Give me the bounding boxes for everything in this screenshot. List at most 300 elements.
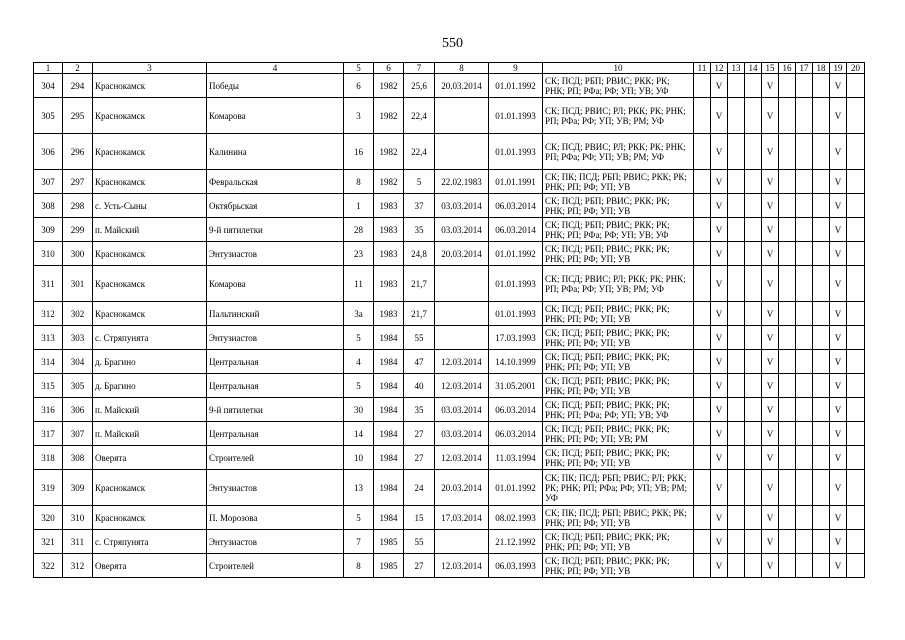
date1-cell	[435, 530, 489, 554]
mark-cell-14	[745, 554, 762, 578]
mark-cell-11	[694, 98, 711, 134]
mark-cell-14	[745, 98, 762, 134]
year-cell: 1983	[374, 218, 404, 242]
mark-cell-12: V	[711, 374, 728, 398]
equipment-cell: СК; ПСД; РБП; РВИС; РКК; РК; РНК; РП; РФа; РФ; УП; УВ; УФ	[543, 398, 694, 422]
mark-cell-20	[847, 170, 865, 194]
row-number: 306	[34, 134, 63, 170]
house-cell: 11	[344, 266, 374, 302]
settlement-cell: Краснокамск	[93, 242, 207, 266]
object-number: 310	[63, 506, 93, 530]
mark-cell-20	[847, 98, 865, 134]
date1-cell: 12.03.2014	[435, 446, 489, 470]
table-row	[34, 506, 865, 530]
equipment-cell: СК; ПСД; РБП; РВИС; РКК; РК; РНК; РП; РФ; УП; УВ	[543, 374, 694, 398]
mark-cell-17	[796, 446, 813, 470]
settlement-cell: Оверята	[93, 554, 207, 578]
mark-cell-15: V	[762, 374, 779, 398]
house-cell: 3	[344, 98, 374, 134]
object-number: 303	[63, 326, 93, 350]
mark-cell-14	[745, 74, 762, 98]
mark-cell-11	[694, 398, 711, 422]
table-row	[34, 170, 865, 194]
equipment-cell: СК; ПСД; РВИС; РЛ; РКК; РК; РНК; РП; РФа; РФ; УП; УВ; РМ; УФ	[543, 266, 694, 302]
mark-cell-13	[728, 242, 745, 266]
mark-cell-11	[694, 350, 711, 374]
year-cell: 1984	[374, 422, 404, 446]
mark-cell-11	[694, 530, 711, 554]
area-cell: 27	[404, 422, 435, 446]
column-number-13: 13	[728, 63, 745, 74]
mark-cell-17	[796, 554, 813, 578]
mark-cell-13	[728, 350, 745, 374]
mark-cell-12: V	[711, 302, 728, 326]
mark-cell-12: V	[711, 218, 728, 242]
column-number-18: 18	[813, 63, 830, 74]
area-cell: 27	[404, 554, 435, 578]
row-number: 317	[34, 422, 63, 446]
mark-cell-12: V	[711, 554, 728, 578]
column-number-4: 4	[207, 63, 344, 74]
mark-cell-17	[796, 398, 813, 422]
mark-cell-16	[779, 470, 796, 506]
mark-cell-15: V	[762, 470, 779, 506]
house-cell: 6	[344, 74, 374, 98]
mark-cell-19: V	[830, 470, 847, 506]
mark-cell-14	[745, 398, 762, 422]
row-number: 310	[34, 242, 63, 266]
mark-cell-20	[847, 218, 865, 242]
mark-cell-20	[847, 194, 865, 218]
date2-cell: 06.03.2014	[489, 422, 543, 446]
table-row	[34, 530, 865, 554]
column-number-11: 11	[694, 63, 711, 74]
date1-cell: 17.03.2014	[435, 506, 489, 530]
equipment-cell: СК; ПСД; РБП; РВИС; РКК; РК; РНК; РП; РФ; УП; УВ	[543, 326, 694, 350]
area-cell: 25,6	[404, 74, 435, 98]
settlement-cell: с. Усть-Сыны	[93, 194, 207, 218]
object-number: 294	[63, 74, 93, 98]
settlement-cell: с. Стряпунята	[93, 530, 207, 554]
area-cell: 24	[404, 470, 435, 506]
row-number: 304	[34, 74, 63, 98]
date1-cell: 12.03.2014	[435, 350, 489, 374]
mark-cell-14	[745, 242, 762, 266]
mark-cell-20	[847, 326, 865, 350]
house-cell: 7	[344, 530, 374, 554]
equipment-cell: СК; ПСД; РБП; РВИС; РКК; РК; РНК; РП; РФ; УП; УВ	[543, 554, 694, 578]
mark-cell-14	[745, 374, 762, 398]
mark-cell-17	[796, 530, 813, 554]
mark-cell-14	[745, 350, 762, 374]
table-row	[34, 554, 865, 578]
object-number: 306	[63, 398, 93, 422]
date1-cell: 12.03.2014	[435, 374, 489, 398]
date1-cell: 03.03.2014	[435, 398, 489, 422]
mark-cell-15: V	[762, 530, 779, 554]
mark-cell-14	[745, 134, 762, 170]
mark-cell-19: V	[830, 446, 847, 470]
object-number: 299	[63, 218, 93, 242]
street-cell: Центральная	[207, 350, 344, 374]
mark-cell-19: V	[830, 302, 847, 326]
street-cell: Комарова	[207, 266, 344, 302]
mark-cell-19: V	[830, 326, 847, 350]
mark-cell-17	[796, 218, 813, 242]
settlement-cell: с. Стряпунята	[93, 326, 207, 350]
row-number: 305	[34, 98, 63, 134]
mark-cell-12: V	[711, 398, 728, 422]
column-number-15: 15	[762, 63, 779, 74]
table-row	[34, 446, 865, 470]
mark-cell-16	[779, 134, 796, 170]
object-number: 307	[63, 422, 93, 446]
mark-cell-19: V	[830, 134, 847, 170]
equipment-cell: СК; ПСД; РБП; РВИС; РКК; РК; РНК; РП; РФа; РФ; УП; УВ; УФ	[543, 74, 694, 98]
mark-cell-12: V	[711, 470, 728, 506]
mark-cell-18	[813, 398, 830, 422]
year-cell: 1983	[374, 242, 404, 266]
mark-cell-14	[745, 266, 762, 302]
year-cell: 1983	[374, 266, 404, 302]
column-number-19: 19	[830, 63, 847, 74]
mark-cell-17	[796, 134, 813, 170]
object-number: 300	[63, 242, 93, 266]
area-cell: 5	[404, 170, 435, 194]
row-number: 307	[34, 170, 63, 194]
year-cell: 1985	[374, 530, 404, 554]
row-number: 313	[34, 326, 63, 350]
mark-cell-18	[813, 506, 830, 530]
street-cell: 9-й пятилетки	[207, 218, 344, 242]
house-cell: 28	[344, 218, 374, 242]
mark-cell-16	[779, 218, 796, 242]
area-cell: 35	[404, 218, 435, 242]
table-row	[34, 134, 865, 170]
row-number: 311	[34, 266, 63, 302]
street-cell: Энтузиастов	[207, 242, 344, 266]
mark-cell-19: V	[830, 374, 847, 398]
mark-cell-16	[779, 446, 796, 470]
mark-cell-13	[728, 374, 745, 398]
date2-cell: 01.01.1992	[489, 242, 543, 266]
date2-cell: 06.03.1993	[489, 554, 543, 578]
date2-cell: 01.01.1991	[489, 170, 543, 194]
mark-cell-14	[745, 218, 762, 242]
mark-cell-13	[728, 170, 745, 194]
mark-cell-19: V	[830, 170, 847, 194]
settlement-cell: Оверята	[93, 446, 207, 470]
mark-cell-15: V	[762, 218, 779, 242]
year-cell: 1984	[374, 398, 404, 422]
column-number-row	[34, 63, 865, 74]
column-number-20: 20	[847, 63, 865, 74]
mark-cell-12: V	[711, 530, 728, 554]
mark-cell-18	[813, 242, 830, 266]
mark-cell-16	[779, 350, 796, 374]
mark-cell-19: V	[830, 398, 847, 422]
mark-cell-13	[728, 446, 745, 470]
date2-cell: 01.01.1993	[489, 134, 543, 170]
row-number: 318	[34, 446, 63, 470]
year-cell: 1982	[374, 74, 404, 98]
settlement-cell: Краснокамск	[93, 74, 207, 98]
house-cell: 5	[344, 506, 374, 530]
date1-cell: 03.03.2014	[435, 194, 489, 218]
street-cell: Октябрьская	[207, 194, 344, 218]
mark-cell-16	[779, 326, 796, 350]
mark-cell-16	[779, 242, 796, 266]
settlement-cell: Краснокамск	[93, 266, 207, 302]
mark-cell-13	[728, 134, 745, 170]
date1-cell	[435, 326, 489, 350]
mark-cell-18	[813, 326, 830, 350]
mark-cell-14	[745, 530, 762, 554]
date2-cell: 31.05.2001	[489, 374, 543, 398]
equipment-cell: СК; ПСД; РБП; РВИС; РКК; РК; РНК; РП; РФ; УП; УВ	[543, 350, 694, 374]
equipment-cell: СК; ПСД; РБП; РВИС; РКК; РК; РНК; РП; РФ; УП; УВ	[543, 302, 694, 326]
mark-cell-18	[813, 530, 830, 554]
street-cell: Пальтинский	[207, 302, 344, 326]
mark-cell-11	[694, 74, 711, 98]
mark-cell-14	[745, 170, 762, 194]
mark-cell-16	[779, 374, 796, 398]
object-number: 308	[63, 446, 93, 470]
equipment-cell: СК; ПСД; РБП; РВИС; РКК; РК; РНК; РП; РФ; УП; УВ; РМ	[543, 422, 694, 446]
mark-cell-11	[694, 218, 711, 242]
mark-cell-16	[779, 398, 796, 422]
year-cell: 1982	[374, 134, 404, 170]
house-cell: 4	[344, 350, 374, 374]
mark-cell-15: V	[762, 242, 779, 266]
mark-cell-11	[694, 266, 711, 302]
row-number: 312	[34, 302, 63, 326]
mark-cell-17	[796, 470, 813, 506]
mark-cell-20	[847, 350, 865, 374]
mark-cell-14	[745, 422, 762, 446]
settlement-cell: Краснокамск	[93, 98, 207, 134]
mark-cell-17	[796, 242, 813, 266]
mark-cell-15: V	[762, 134, 779, 170]
mark-cell-19: V	[830, 242, 847, 266]
row-number: 321	[34, 530, 63, 554]
house-cell: 10	[344, 446, 374, 470]
mark-cell-13	[728, 266, 745, 302]
mark-cell-20	[847, 398, 865, 422]
settlement-cell: п. Майский	[93, 218, 207, 242]
area-cell: 15	[404, 506, 435, 530]
column-number-8: 8	[435, 63, 489, 74]
year-cell: 1982	[374, 170, 404, 194]
mark-cell-15: V	[762, 326, 779, 350]
mark-cell-20	[847, 266, 865, 302]
date1-cell: 20.03.2014	[435, 242, 489, 266]
date2-cell: 01.01.1992	[489, 74, 543, 98]
date2-cell: 17.03.1993	[489, 326, 543, 350]
settlement-cell: п. Майский	[93, 398, 207, 422]
area-cell: 35	[404, 398, 435, 422]
date1-cell: 20.03.2014	[435, 74, 489, 98]
date1-cell	[435, 134, 489, 170]
year-cell: 1984	[374, 374, 404, 398]
table-row	[34, 374, 865, 398]
table-row	[34, 266, 865, 302]
street-cell: Энтузиастов	[207, 326, 344, 350]
mark-cell-15: V	[762, 446, 779, 470]
table-row	[34, 302, 865, 326]
mark-cell-17	[796, 374, 813, 398]
year-cell: 1985	[374, 554, 404, 578]
mark-cell-19: V	[830, 98, 847, 134]
street-cell: Центральная	[207, 422, 344, 446]
row-number: 316	[34, 398, 63, 422]
mark-cell-17	[796, 506, 813, 530]
mark-cell-20	[847, 554, 865, 578]
year-cell: 1983	[374, 194, 404, 218]
mark-cell-15: V	[762, 266, 779, 302]
year-cell: 1982	[374, 98, 404, 134]
object-number: 305	[63, 374, 93, 398]
mark-cell-19: V	[830, 350, 847, 374]
date1-cell: 20.03.2014	[435, 470, 489, 506]
mark-cell-16	[779, 506, 796, 530]
table-row	[34, 74, 865, 98]
table-row	[34, 194, 865, 218]
street-cell: Энтузиастов	[207, 530, 344, 554]
year-cell: 1984	[374, 506, 404, 530]
mark-cell-12: V	[711, 446, 728, 470]
equipment-cell: СК; ПК; ПСД; РБП; РВИС; РЛ; РКК; РК; РНК; РП; РФа; РФ; УП; УВ; РМ; УФ	[543, 470, 694, 506]
street-cell: 9-й пятилетки	[207, 398, 344, 422]
object-number: 304	[63, 350, 93, 374]
mark-cell-14	[745, 326, 762, 350]
mark-cell-17	[796, 266, 813, 302]
table-row	[34, 98, 865, 134]
column-number-9: 9	[489, 63, 543, 74]
mark-cell-19: V	[830, 506, 847, 530]
column-number-14: 14	[745, 63, 762, 74]
mark-cell-17	[796, 98, 813, 134]
mark-cell-11	[694, 422, 711, 446]
mark-cell-15: V	[762, 422, 779, 446]
house-cell: 8	[344, 170, 374, 194]
year-cell: 1983	[374, 302, 404, 326]
mark-cell-11	[694, 374, 711, 398]
table-row	[34, 470, 865, 506]
column-number-3: 3	[93, 63, 207, 74]
mark-cell-18	[813, 266, 830, 302]
mark-cell-18	[813, 554, 830, 578]
settlement-cell: Краснокамск	[93, 134, 207, 170]
equipment-cell: СК; ПСД; РБП; РВИС; РКК; РК; РНК; РП; РФ; УП; УВ	[543, 530, 694, 554]
mark-cell-16	[779, 170, 796, 194]
date1-cell: 03.03.2014	[435, 422, 489, 446]
house-cell: 3а	[344, 302, 374, 326]
year-cell: 1984	[374, 350, 404, 374]
mark-cell-15: V	[762, 506, 779, 530]
settlement-cell: п. Майский	[93, 422, 207, 446]
date1-cell	[435, 266, 489, 302]
mark-cell-12: V	[711, 242, 728, 266]
column-number-12: 12	[711, 63, 728, 74]
table-row	[34, 242, 865, 266]
mark-cell-18	[813, 374, 830, 398]
table-row	[34, 326, 865, 350]
mark-cell-16	[779, 422, 796, 446]
mark-cell-13	[728, 422, 745, 446]
date1-cell: 22.02.1983	[435, 170, 489, 194]
equipment-cell: СК; ПСД; РВИС; РЛ; РКК; РК; РНК; РП; РФа; РФ; УП; УВ; РМ; УФ	[543, 134, 694, 170]
mark-cell-11	[694, 326, 711, 350]
date2-cell: 11.03.1994	[489, 446, 543, 470]
mark-cell-19: V	[830, 554, 847, 578]
date2-cell: 08.02.1993	[489, 506, 543, 530]
table-row	[34, 398, 865, 422]
mark-cell-16	[779, 554, 796, 578]
column-number-2: 2	[63, 63, 93, 74]
area-cell: 47	[404, 350, 435, 374]
mark-cell-12: V	[711, 134, 728, 170]
date2-cell: 01.01.1992	[489, 470, 543, 506]
mark-cell-15: V	[762, 398, 779, 422]
mark-cell-19: V	[830, 530, 847, 554]
row-number: 309	[34, 218, 63, 242]
object-number: 298	[63, 194, 93, 218]
mark-cell-13	[728, 506, 745, 530]
mark-cell-16	[779, 74, 796, 98]
mark-cell-11	[694, 194, 711, 218]
mark-cell-15: V	[762, 194, 779, 218]
mark-cell-18	[813, 98, 830, 134]
mark-cell-18	[813, 218, 830, 242]
mark-cell-18	[813, 170, 830, 194]
mark-cell-11	[694, 134, 711, 170]
mark-cell-13	[728, 98, 745, 134]
settlement-cell: д. Брагино	[93, 350, 207, 374]
column-number-10: 10	[543, 63, 694, 74]
street-cell: Калинина	[207, 134, 344, 170]
mark-cell-20	[847, 470, 865, 506]
mark-cell-19: V	[830, 266, 847, 302]
settlement-cell: Краснокамск	[93, 170, 207, 194]
row-number: 308	[34, 194, 63, 218]
page-number: 550	[442, 36, 463, 51]
mark-cell-12: V	[711, 74, 728, 98]
date1-cell: 03.03.2014	[435, 218, 489, 242]
object-number: 309	[63, 470, 93, 506]
mark-cell-20	[847, 302, 865, 326]
year-cell: 1984	[374, 446, 404, 470]
mark-cell-13	[728, 530, 745, 554]
mark-cell-17	[796, 194, 813, 218]
area-cell: 21,7	[404, 266, 435, 302]
mark-cell-13	[728, 470, 745, 506]
mark-cell-18	[813, 134, 830, 170]
object-number: 297	[63, 170, 93, 194]
object-number: 312	[63, 554, 93, 578]
mark-cell-13	[728, 194, 745, 218]
house-cell: 30	[344, 398, 374, 422]
row-number: 315	[34, 374, 63, 398]
street-cell: Комарова	[207, 98, 344, 134]
row-number: 320	[34, 506, 63, 530]
street-cell: Строителей	[207, 446, 344, 470]
mark-cell-16	[779, 530, 796, 554]
date2-cell: 01.01.1993	[489, 302, 543, 326]
mark-cell-16	[779, 194, 796, 218]
date2-cell: 14.10.1999	[489, 350, 543, 374]
object-number: 295	[63, 98, 93, 134]
